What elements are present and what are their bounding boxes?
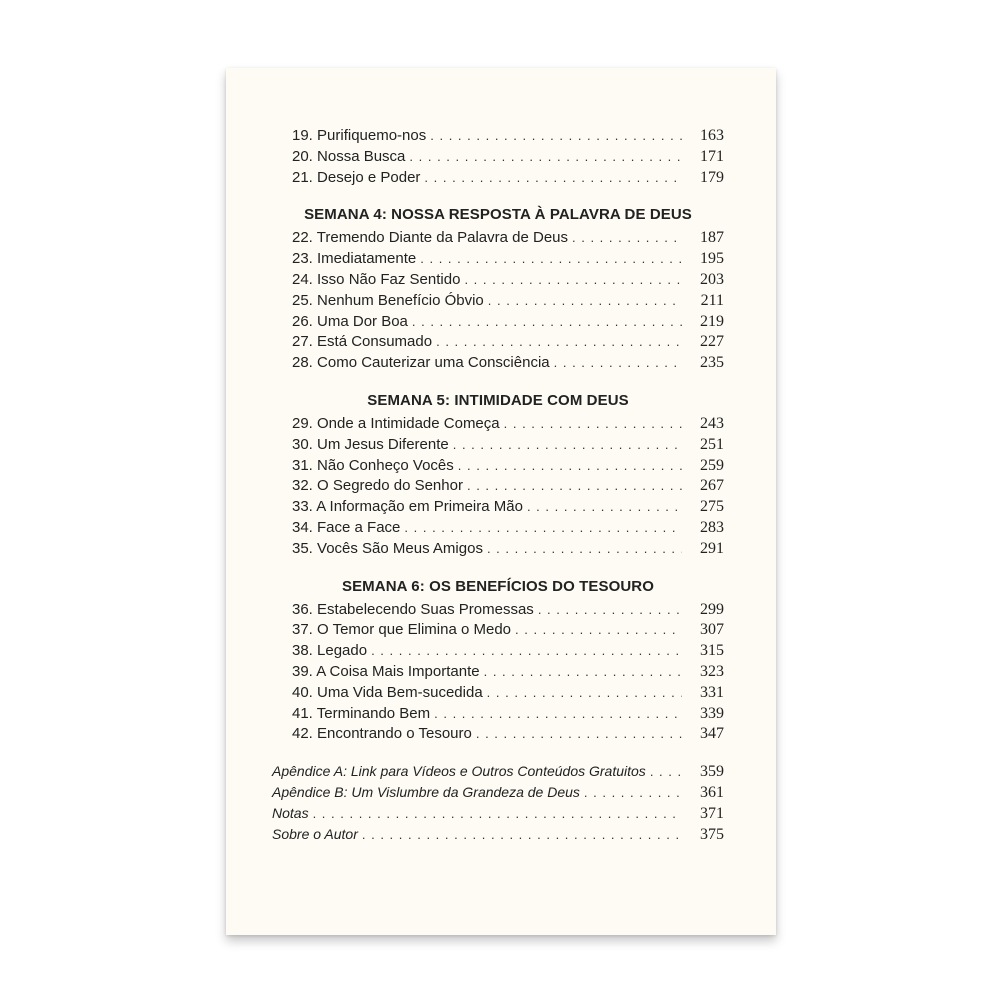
- entry-title: 22. Tremendo Diante da Palavra de Deus: [292, 229, 568, 247]
- toc-entry: [272, 414, 724, 435]
- entry-title: 25. Nenhum Benefício Óbvio: [292, 291, 484, 309]
- entry-title: 24. Isso Não Faz Sentido: [292, 270, 461, 288]
- dot-leader: [430, 126, 682, 147]
- entry-page: 331: [700, 683, 724, 701]
- entry-page: 195: [700, 250, 724, 268]
- toc-appendix-entry: [272, 761, 724, 782]
- entry-page: 235: [700, 354, 724, 372]
- entry-page: 339: [700, 704, 724, 722]
- entry-title: Apêndice B: Um Vislumbre da Grandeza de Deus: [272, 783, 580, 800]
- week-heading: SEMANA 5: INTIMIDADE COM DEUS: [367, 391, 629, 409]
- toc-entry: [272, 600, 724, 621]
- toc-entry: [272, 168, 724, 189]
- entry-title: Sobre o Autor: [272, 825, 358, 842]
- entry-page: 267: [700, 477, 724, 495]
- entry-page: 259: [700, 456, 724, 474]
- entry-page: 171: [700, 147, 724, 165]
- toc-group-semana-5: [272, 388, 724, 560]
- entry-page: 227: [700, 333, 724, 351]
- entry-page: 361: [700, 783, 724, 801]
- toc-entry: [272, 435, 724, 456]
- dot-leader: [412, 312, 682, 333]
- dot-leader: [515, 620, 682, 641]
- dot-leader: [584, 783, 682, 804]
- toc-group-semana-4: [272, 202, 724, 374]
- toc-entry: [272, 291, 724, 312]
- entry-page: 275: [700, 498, 724, 516]
- toc-entry: [272, 312, 724, 333]
- entry-page: 211: [700, 291, 724, 309]
- dot-leader: [434, 704, 682, 725]
- dot-leader: [371, 641, 682, 662]
- entry-page: 375: [700, 825, 724, 843]
- entry-page: 323: [700, 662, 724, 680]
- toc-appendix-entry: [272, 803, 724, 824]
- entry-page: 243: [700, 414, 724, 432]
- entry-title: 34. Face a Face: [292, 518, 401, 536]
- toc-appendix-entry: [272, 782, 724, 803]
- toc-entry: [272, 147, 724, 168]
- dot-leader: [538, 600, 682, 621]
- dot-leader: [487, 683, 682, 704]
- toc-entry: [272, 270, 724, 291]
- entry-title: 33. A Informação em Primeira Mão: [292, 498, 523, 516]
- entry-title: 20. Nossa Busca: [292, 147, 406, 165]
- entry-page: 307: [700, 621, 724, 639]
- section-gap: [272, 745, 724, 761]
- dot-leader: [572, 228, 682, 249]
- dot-leader: [404, 518, 682, 539]
- entry-page: 179: [700, 168, 724, 186]
- entry-page: 299: [700, 600, 724, 618]
- entry-title: 29. Onde a Intimidade Começa: [292, 414, 500, 432]
- dot-leader: [484, 662, 682, 683]
- dot-leader: [476, 724, 682, 745]
- dot-leader: [313, 804, 682, 825]
- toc-entry: [272, 497, 724, 518]
- book-page: [226, 68, 776, 935]
- toc-group-appendices: [272, 761, 724, 844]
- entry-page: 203: [700, 270, 724, 288]
- dot-leader: [527, 497, 682, 518]
- entry-title: 26. Uma Dor Boa: [292, 312, 408, 330]
- entry-page: 283: [700, 518, 724, 536]
- entry-title: Apêndice A: Link para Vídeos e Outros Conteúdos Gratuitos: [272, 763, 646, 780]
- entry-page: 291: [700, 539, 724, 557]
- toc-entry: [272, 539, 724, 560]
- week-heading: SEMANA 4: NOSSA RESPOSTA À PALAVRA DE DEUS: [304, 206, 692, 224]
- table-of-contents: [272, 126, 724, 844]
- entry-title: 37. O Temor que Elimina o Medo: [292, 621, 512, 639]
- entry-title: 21. Desejo e Poder: [292, 168, 421, 186]
- dot-leader: [467, 476, 682, 497]
- toc-entry: [272, 518, 724, 539]
- entry-title: 36. Estabelecendo Suas Promessas: [292, 600, 534, 618]
- entry-title: 38. Legado: [292, 642, 368, 660]
- entry-page: 187: [700, 229, 724, 247]
- dot-leader: [504, 414, 682, 435]
- entry-title: 27. Está Consumado: [292, 333, 433, 351]
- entry-title: 31. Não Conheço Vocês: [292, 456, 454, 474]
- dot-leader: [409, 147, 682, 168]
- entry-page: 359: [700, 763, 724, 781]
- entry-page: 315: [700, 642, 724, 660]
- entry-title: 28. Como Cauterizar uma Consciência: [292, 354, 550, 372]
- toc-entry: [272, 353, 724, 374]
- dot-leader: [436, 332, 682, 353]
- toc-entry: [272, 476, 724, 497]
- entry-title: 40. Uma Vida Bem-sucedida: [292, 683, 483, 701]
- entry-title: 35. Vocês São Meus Amigos: [292, 539, 483, 557]
- entry-title: 32. O Segredo do Senhor: [292, 477, 463, 495]
- toc-entry: [272, 126, 724, 147]
- entry-title: 23. Imediatamente: [292, 250, 417, 268]
- dot-leader: [554, 353, 682, 374]
- dot-leader: [420, 249, 682, 270]
- entry-title: 42. Encontrando o Tesouro: [292, 725, 472, 743]
- dot-leader: [453, 435, 682, 456]
- entry-page: 371: [700, 804, 724, 822]
- toc-entry: [272, 683, 724, 704]
- dot-leader: [458, 456, 682, 477]
- entry-page: 347: [700, 725, 724, 743]
- dot-leader: [362, 825, 682, 846]
- dot-leader: [424, 168, 682, 189]
- entry-title: 41. Terminando Bem: [292, 704, 431, 722]
- entry-title: 39. A Coisa Mais Importante: [292, 662, 480, 680]
- entry-title: 30. Um Jesus Diferente: [292, 435, 449, 453]
- entry-page: 163: [700, 127, 724, 144]
- toc-entry: [272, 641, 724, 662]
- toc-group-continuation: [272, 126, 724, 188]
- toc-entry: [272, 332, 724, 353]
- toc-entry: [272, 704, 724, 725]
- dot-leader: [488, 291, 682, 312]
- entry-title: Notas: [272, 804, 309, 821]
- toc-entry: [272, 620, 724, 641]
- dot-leader: [464, 270, 682, 291]
- toc-entry: [272, 456, 724, 477]
- dot-leader: [487, 539, 682, 560]
- entry-title: 19. Purifiquemo-nos: [292, 127, 427, 144]
- toc-group-semana-6: [272, 574, 724, 746]
- dot-leader: [650, 762, 682, 783]
- toc-appendix-entry: [272, 824, 724, 845]
- toc-entry: [272, 662, 724, 683]
- toc-entry: [272, 228, 724, 249]
- entry-page: 251: [700, 435, 724, 453]
- entry-page: 219: [700, 312, 724, 330]
- week-heading: SEMANA 6: OS BENEFÍCIOS DO TESOURO: [341, 577, 655, 595]
- toc-entry: [272, 724, 724, 745]
- toc-entry: [272, 249, 724, 270]
